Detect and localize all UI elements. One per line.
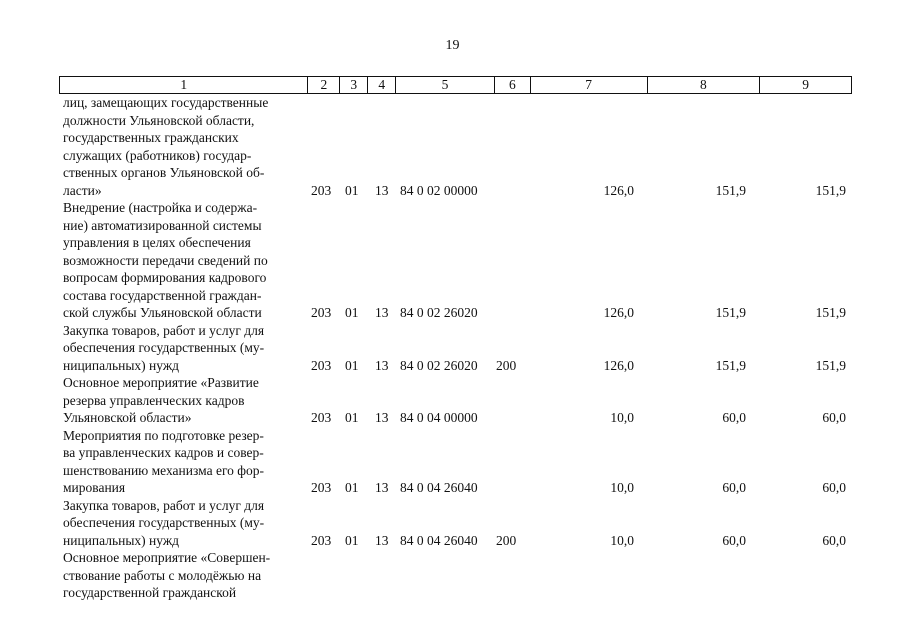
- description-line: государственной гражданской: [63, 585, 237, 600]
- cell-col4: 13: [375, 480, 389, 495]
- row-values: [59, 182, 852, 200]
- description-line: возможности передачи сведений по: [63, 252, 268, 268]
- row-values: [59, 532, 852, 550]
- description-line: ниципальных) нужд: [63, 532, 180, 548]
- cell-col2: 203: [311, 410, 332, 425]
- description-line: ской службы Ульяновской области: [63, 305, 262, 320]
- header-col-7: 7: [531, 77, 648, 93]
- header-col-2: 2: [308, 77, 340, 93]
- cell-col3: 01: [345, 182, 359, 198]
- description-line: Ульяновской области»: [63, 410, 192, 425]
- description-line: Мероприятия по подготовке резер-: [63, 427, 264, 443]
- row-values: [59, 409, 852, 427]
- cell-col9: 151,9: [815, 305, 846, 320]
- cell-col4: 13: [375, 357, 389, 373]
- table-row: [59, 497, 852, 550]
- row-values: [59, 304, 852, 322]
- cell-col7: 126,0: [603, 357, 634, 373]
- cell-col7: 10,0: [610, 410, 634, 425]
- cell-col8: 151,9: [715, 357, 746, 373]
- cell-col7: 10,0: [610, 480, 634, 495]
- description-line: служащих (работников) государ-: [63, 147, 252, 163]
- description-line: Основное мероприятие «Совершен-: [63, 550, 271, 565]
- cell-col9: 60,0: [822, 532, 846, 548]
- cell-col7: 126,0: [603, 305, 634, 320]
- cell-col3: 01: [345, 532, 359, 548]
- header-col-1: 1: [60, 77, 308, 93]
- table-row: [59, 374, 852, 427]
- cell-col5: 84 0 04 26040: [400, 480, 478, 495]
- cell-col4: 13: [375, 305, 389, 320]
- table-row: [59, 94, 852, 199]
- cell-col5: 84 0 02 26020: [400, 305, 478, 320]
- cell-col4: 13: [375, 182, 389, 198]
- row-values: [59, 584, 852, 602]
- table-body: [59, 94, 852, 602]
- cell-col8: 151,9: [715, 305, 746, 320]
- cell-col4: 13: [375, 532, 389, 548]
- cell-col8: 60,0: [722, 532, 746, 548]
- description-line: ствование работы с молодёжью на: [63, 567, 262, 583]
- header-col-4: 4: [368, 77, 396, 93]
- cell-col5: 84 0 04 00000: [400, 410, 478, 425]
- description-line: Внедрение (настройка и содержа-: [63, 200, 258, 215]
- description-line: Основное мероприятие «Развитие: [63, 375, 259, 390]
- cell-col4: 13: [375, 410, 389, 425]
- cell-col5: 84 0 04 26040: [400, 532, 478, 548]
- cell-col8: 60,0: [722, 410, 746, 425]
- header-col-5: 5: [396, 77, 495, 93]
- cell-col6: 200: [496, 357, 517, 373]
- description-line: государственных гражданских: [63, 130, 239, 145]
- description-line: вопросам формирования кадрового: [63, 270, 267, 285]
- table-header: [59, 76, 852, 94]
- table-row: [59, 322, 852, 375]
- description-line: ственных органов Ульяновской об-: [63, 165, 265, 180]
- cell-col3: 01: [345, 305, 359, 320]
- description-line: Закупка товаров, работ и услуг для: [63, 497, 265, 513]
- cell-col8: 151,9: [715, 182, 746, 198]
- description-line: Закупка товаров, работ и услуг для: [63, 322, 265, 338]
- description-line: ва управленческих кадров и совер-: [63, 445, 264, 460]
- description-line: управления в целях обеспечения: [63, 235, 251, 250]
- description-line: обеспечения государственных (му-: [63, 340, 265, 355]
- description-line: ние) автоматизированной системы: [63, 217, 262, 233]
- cell-col8: 60,0: [722, 480, 746, 495]
- cell-col2: 203: [311, 532, 332, 548]
- cell-col3: 01: [345, 357, 359, 373]
- cell-col2: 203: [311, 357, 332, 373]
- header-col-6: 6: [495, 77, 531, 93]
- table-row: [59, 427, 852, 497]
- cell-col9: 151,9: [815, 357, 846, 373]
- description-line: лиц, замещающих государственные: [63, 95, 269, 110]
- cell-col5: 84 0 02 00000: [400, 182, 478, 198]
- description-line: ласти»: [63, 182, 102, 198]
- cell-col2: 203: [311, 305, 332, 320]
- row-values: [59, 479, 852, 497]
- cell-col9: 60,0: [822, 480, 846, 495]
- description-line: должности Ульяновской области,: [63, 112, 255, 128]
- description-line: обеспечения государственных (му-: [63, 515, 265, 530]
- cell-col3: 01: [345, 410, 359, 425]
- header-col-9: 9: [802, 77, 809, 92]
- cell-col9: 151,9: [815, 182, 846, 198]
- page-number: 19: [445, 38, 460, 53]
- table-row: [59, 199, 852, 322]
- row-values: [59, 357, 852, 375]
- description-line: шенствованию механизма его фор-: [63, 462, 265, 478]
- description-line: резерва управленческих кадров: [63, 392, 245, 408]
- description-line: мирования: [63, 480, 126, 495]
- header-col-8: 8: [648, 77, 761, 93]
- cell-col2: 203: [311, 480, 332, 495]
- cell-col7: 126,0: [603, 182, 634, 198]
- cell-col9: 60,0: [822, 410, 846, 425]
- cell-col3: 01: [345, 480, 359, 495]
- cell-col5: 84 0 02 26020: [400, 357, 478, 373]
- cell-col7: 10,0: [610, 532, 634, 548]
- cell-col6: 200: [496, 532, 517, 548]
- table-row: [59, 549, 852, 602]
- cell-col2: 203: [311, 182, 332, 198]
- header-col-3: 3: [340, 77, 368, 93]
- description-line: ниципальных) нужд: [63, 357, 180, 373]
- description-line: состава государственной граждан-: [63, 287, 262, 303]
